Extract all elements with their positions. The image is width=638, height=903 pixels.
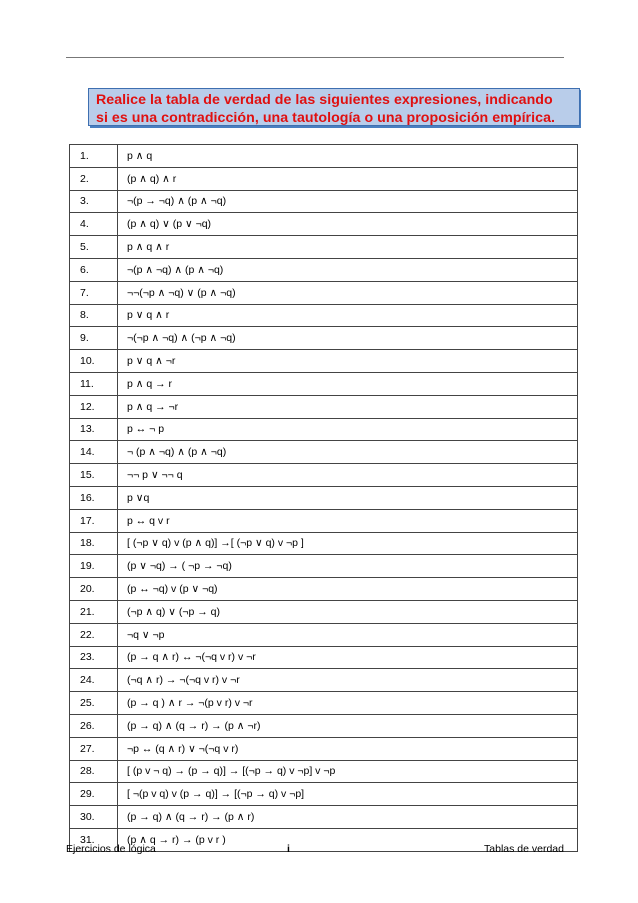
exercise-expression: p ∨ q ∧ r <box>118 304 578 327</box>
exercise-number: 18. <box>70 532 118 555</box>
exercise-row <box>70 304 578 327</box>
exercise-row <box>70 692 578 715</box>
exercise-expression: ¬(¬p ∧ ¬q) ∧ (¬p ∧ ¬q) <box>118 327 578 350</box>
exercise-number: 12. <box>70 395 118 418</box>
exercise-expression: (p → q) ∧ (q → r) → (p ∧ ¬r) <box>118 714 578 737</box>
exercise-expression: p ↔ q v r <box>118 509 578 532</box>
exercise-row <box>70 190 578 213</box>
instruction-box <box>88 88 580 126</box>
exercise-number: 3. <box>70 190 118 213</box>
exercise-number: 14. <box>70 441 118 464</box>
exercise-number: 25. <box>70 692 118 715</box>
page-number: i <box>287 843 290 855</box>
exercise-expression: (p ↔ ¬q) v (p ∨ ¬q) <box>118 578 578 601</box>
exercise-expression: p ↔ ¬ p <box>118 418 578 441</box>
exercise-row <box>70 737 578 760</box>
exercise-expression: p ∨ q ∧ ¬r <box>118 350 578 373</box>
exercise-number: 7. <box>70 281 118 304</box>
exercise-number: 16. <box>70 486 118 509</box>
exercise-row <box>70 418 578 441</box>
exercise-row <box>70 783 578 806</box>
exercise-expression: ¬¬ p ∨ ¬¬ q <box>118 464 578 487</box>
exercise-number: 20. <box>70 578 118 601</box>
exercise-number: 30. <box>70 806 118 829</box>
exercise-number: 17. <box>70 509 118 532</box>
exercise-number: 21. <box>70 600 118 623</box>
exercise-number: 24. <box>70 669 118 692</box>
exercise-row <box>70 258 578 281</box>
exercise-row <box>70 555 578 578</box>
exercise-expression: (p ∧ q) ∨ (p ∨ ¬q) <box>118 213 578 236</box>
exercise-expression: (p → q ∧ r) ↔ ¬(¬q v r) v ¬r <box>118 646 578 669</box>
exercise-number: 13. <box>70 418 118 441</box>
exercise-expression: (p ∧ q → r) → (p v r ) <box>118 828 578 851</box>
exercise-row <box>70 350 578 373</box>
exercise-row <box>70 509 578 532</box>
exercise-expression: (¬q ∧ r) → ¬(¬q v r) v ¬r <box>118 669 578 692</box>
exercise-expression: ¬p ↔ (q ∧ r) ∨ ¬(¬q v r) <box>118 737 578 760</box>
exercise-number: 9. <box>70 327 118 350</box>
exercise-expression: ¬q ∨ ¬p <box>118 623 578 646</box>
exercise-number: 4. <box>70 213 118 236</box>
exercise-expression: (p → q) ∧ (q → r) → (p ∧ r) <box>118 806 578 829</box>
header-rule <box>66 57 564 58</box>
exercise-row <box>70 213 578 236</box>
exercise-number: 1. <box>70 145 118 168</box>
exercise-row <box>70 281 578 304</box>
exercise-row <box>70 623 578 646</box>
instruction-line-2: si es una contradicción, una tautología o una proposición empírica. <box>96 110 555 126</box>
exercise-row <box>70 486 578 509</box>
exercise-number: 15. <box>70 464 118 487</box>
exercise-expression: [ (p v ¬ q) → (p → q)] → [(¬p → q) v ¬p] v ¬p <box>118 760 578 783</box>
exercise-expression: [ ¬(p v q) v (p → q)] → [(¬p → q) v ¬p] <box>118 783 578 806</box>
exercise-row <box>70 532 578 555</box>
exercise-number: 5. <box>70 236 118 259</box>
exercise-number: 8. <box>70 304 118 327</box>
exercise-row <box>70 327 578 350</box>
exercise-number: 23. <box>70 646 118 669</box>
exercise-expression: ¬(p ∧ ¬q) ∧ (p ∧ ¬q) <box>118 258 578 281</box>
exercise-row <box>70 236 578 259</box>
exercise-number: 29. <box>70 783 118 806</box>
exercise-expression: p ∧ q → ¬r <box>118 395 578 418</box>
exercise-expression: p ∧ q ∧ r <box>118 236 578 259</box>
exercise-row <box>70 395 578 418</box>
exercise-row <box>70 441 578 464</box>
exercise-row <box>70 600 578 623</box>
exercise-expression: p ∧ q <box>118 145 578 168</box>
exercise-expression: ¬¬(¬p ∧ ¬q) ∨ (p ∧ ¬q) <box>118 281 578 304</box>
exercise-number: 10. <box>70 350 118 373</box>
exercise-number: 22. <box>70 623 118 646</box>
exercise-row <box>70 806 578 829</box>
exercise-number: 2. <box>70 167 118 190</box>
exercise-number: 26. <box>70 714 118 737</box>
exercise-number: 27. <box>70 737 118 760</box>
exercise-row <box>70 167 578 190</box>
footer-left: Ejercicios de lógica <box>66 843 156 855</box>
exercise-number: 28. <box>70 760 118 783</box>
exercise-expression: p ∧ q → r <box>118 372 578 395</box>
exercise-row <box>70 145 578 168</box>
exercise-number: 19. <box>70 555 118 578</box>
exercise-row <box>70 578 578 601</box>
exercise-row <box>70 714 578 737</box>
exercise-expression: (p ∨ ¬q) → ( ¬p → ¬q) <box>118 555 578 578</box>
exercise-expression: ¬(p → ¬q) ∧ (p ∧ ¬q) <box>118 190 578 213</box>
exercise-expression: (p ∧ q) ∧ r <box>118 167 578 190</box>
exercise-expression: (p → q ) ∧ r → ¬(p v r) v ¬r <box>118 692 578 715</box>
exercise-row <box>70 646 578 669</box>
exercise-expression: ¬ (p ∧ ¬q) ∧ (p ∧ ¬q) <box>118 441 578 464</box>
exercise-expression: [ (¬p ∨ q) v (p ∧ q)] →[ (¬p ∨ q) v ¬p ] <box>118 532 578 555</box>
exercise-row <box>70 760 578 783</box>
exercise-expression: (¬p ∧ q) ∨ (¬p → q) <box>118 600 578 623</box>
exercises-table <box>69 144 578 852</box>
instruction-line-1: Realice la tabla de verdad de las siguientes expresiones, indicando <box>96 92 553 108</box>
exercise-number: 31. <box>70 828 118 851</box>
exercise-row <box>70 372 578 395</box>
exercise-number: 6. <box>70 258 118 281</box>
exercise-row <box>70 669 578 692</box>
exercise-expression: p ∨q <box>118 486 578 509</box>
exercise-number: 11. <box>70 372 118 395</box>
exercise-row <box>70 464 578 487</box>
footer-right: Tablas de verdad <box>484 843 564 855</box>
